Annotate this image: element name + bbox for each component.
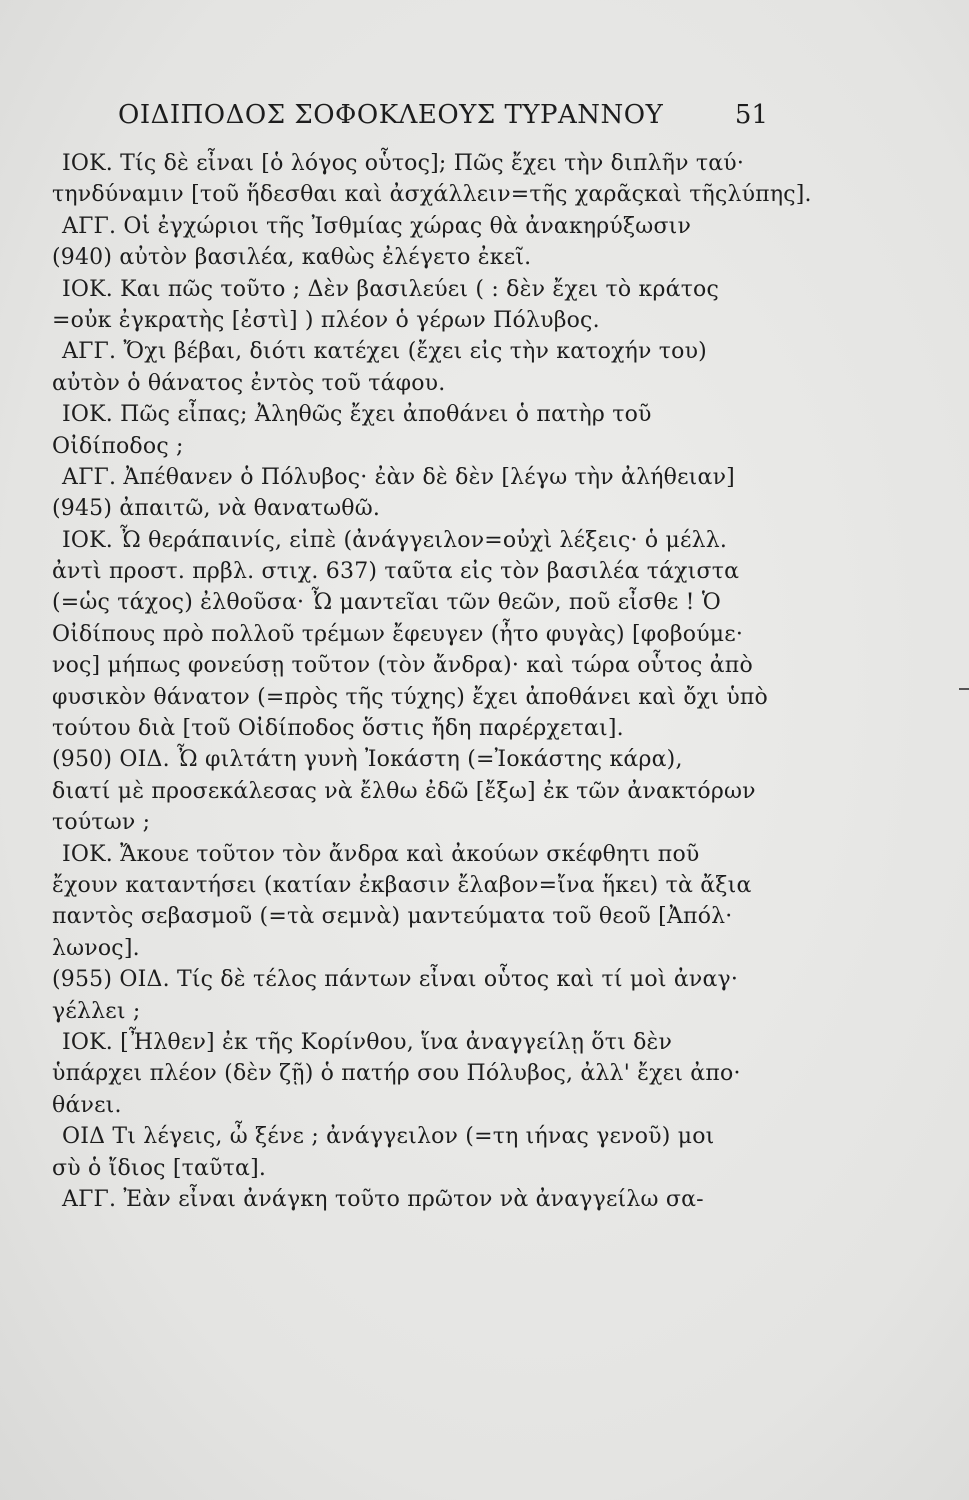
text-line: ΙΟΚ. Ἄκουε τοῦτον τὸν ἄνδρα καὶ ἀκούων σκέφθητι ποῦ [62, 841, 700, 867]
page-number: 51 [734, 100, 768, 130]
text-line: ΑΓΓ. Ἐὰν εἶναι ἀνάγκη τοῦτο πρῶτον νὰ ἀναγγείλω σα- [62, 1186, 704, 1212]
text-line: τηνδύναμιν [τοῦ ἥδεσθαι καὶ ἀσχάλλειν=τῆς χαρᾶςκαὶ τῆςλύπης]. [52, 182, 812, 208]
text-line: (955) ΟΙΔ. Τίς δὲ τέλος πάντων εἶναι οὗτος καὶ τί μοὶ ἀναγ· [52, 967, 739, 993]
text-line: γέλλει ; [52, 998, 141, 1024]
text-line: (950) ΟΙΔ. Ὦ φιλτάτη γυνὴ Ἰοκάστη (=Ἰοκάστης κάρα), [52, 747, 683, 773]
text-line: Οἰδίπους πρὸ πολλοῦ τρέμων ἔφευγεν (ἦτο φυγὰς) [φοβούμε· [52, 621, 744, 647]
text-line: ΑΓΓ. Ἀπέθανεν ὁ Πόλυβος· ἐὰν δὲ δὲν [λέγω τὴν ἀλήθειαν] [62, 464, 735, 490]
text-line: ΙΟΚ. Τίς δὲ εἶναι [ὁ λόγος οὗτος]; Πῶς ἔχει τὴν διπλῆν ταύ· [62, 151, 745, 176]
text-line: λωνος]. [52, 935, 140, 961]
running-title: ΟΙΔΙΠΟΔΟΣ ΣΟΦΟΚΛΕΟΥΣ ΤΥΡΑΝΝΟΥ [118, 100, 664, 130]
text-line: =οὐκ ἐγκρατὴς [ἐστὶ] ) πλέον ὁ γέρων Πόλυβος. [52, 307, 600, 333]
text-line: διατί μὲ προσεκάλεσας νὰ ἔλθω ἐδῶ [ἔξω] ἐκ τῶν ἀνακτόρων [52, 778, 756, 804]
text-line: τούτου διὰ [τοῦ Οἰδίποδος ὅστις ἤδη παρέρχεται]. [52, 716, 624, 742]
text-line: φυσικὸν θάνατον (=πρὸς τῆς τύχης) ἔχει ἀποθάνει καὶ ὄχι ὑπὸ [52, 684, 768, 710]
page-header [118, 100, 768, 140]
text-line: (940) αὐτὸν βασιλέα, καθὼς ἐλέγετο ἐκεῖ. [52, 245, 532, 271]
text-line: τούτων ; [52, 810, 151, 836]
margin-mark [959, 688, 969, 690]
text-line: αὐτὸν ὁ θάνατος ἐντὸς τοῦ τάφου. [52, 370, 446, 396]
text-line: παντὸς σεβασμοῦ (=τὰ σεμνὰ) μαντεύματα τοῦ θεοῦ [Ἀπόλ· [52, 904, 733, 930]
text-line: ΑΓΓ. Οἱ ἐγχώριοι τῆς Ἰσθμίας χώρας θὰ ἀνακηρύξωσιν [62, 213, 692, 239]
text-line: ΟΙΔ Τι λέγεις, ὦ ξένε ; ἀνάγγειλον (=τη ιήνας γενοῦ) μοι [62, 1124, 715, 1150]
text-line: ἀντὶ προστ. πρβλ. στιχ. 637) ταῦτα εἰς τὸν βασιλέα τάχιστα [52, 559, 740, 585]
text-line: ΙΟΚ. Ὦ θεράπαινίς, εἰπὲ (ἀνάγγειλον=οὐχὶ λέξεις· ὁ μέλλ. [62, 527, 728, 553]
text-line: νος] μήπως φονεύσῃ τοῦτον (τὸν ἄνδρα)· καὶ τώρα οὗτος ἀπὸ [52, 653, 753, 679]
text-line: ΑΓΓ. Ὄχι βέβαι, διότι κατέχει (ἔχει εἰς τὴν κατοχήν του) [62, 339, 707, 365]
body-text [52, 148, 812, 1215]
text-line: ΙΟΚ. Και πῶς τοῦτο ; Δὲν βασιλεύει ( : δὲν ἔχει τὸ κράτος [62, 276, 720, 302]
text-line: (=ὡς τάχος) ἐλθοῦσα· Ὦ μαντεῖαι τῶν θεῶν, ποῦ εἶσθε ! Ὁ [52, 590, 721, 616]
text-line: σὺ ὁ ἴδιος [ταῦτα]. [52, 1155, 267, 1181]
text-line: θάνει. [52, 1092, 122, 1118]
text-line: (945) ἀπαιτῶ, νὰ θανατωθῶ. [52, 496, 381, 522]
text-line: ὑπάρχει πλέον (δὲν ζῇ) ὁ πατήρ σου Πόλυβος, ἀλλ' ἔχει ἀπο· [52, 1061, 741, 1087]
text-line: ΙΟΚ. [Ἦλθεν] ἐκ τῆς Κορίνθου, ἵνα ἀναγγείλῃ ὅτι δὲν [62, 1029, 673, 1055]
text-line: ΙΟΚ. Πῶς εἶπας; Ἀληθῶς ἔχει ἀποθάνει ὁ πατὴρ τοῦ [62, 402, 652, 428]
text-line: Οἰδίποδος ; [52, 433, 184, 459]
text-line: ἔχουν καταντήσει (κατίαν ἐκβασιν ἔλαβον=ἴνα ἥκει) τὰ ἄξια [52, 872, 752, 898]
